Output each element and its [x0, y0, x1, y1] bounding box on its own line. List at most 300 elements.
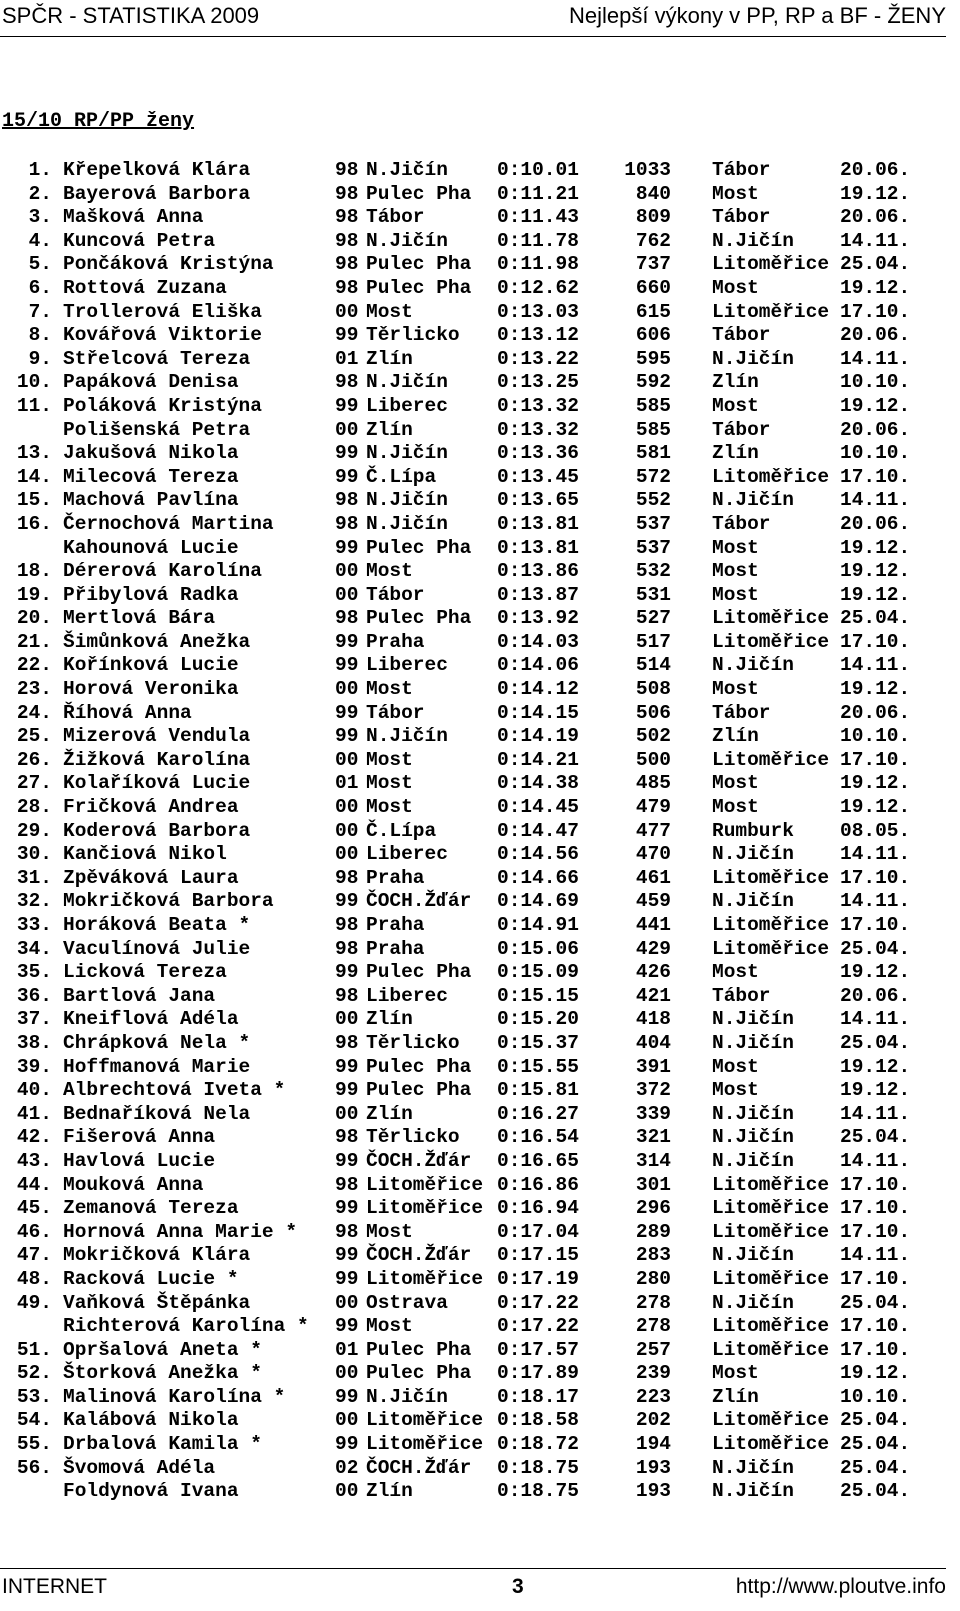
birth-year: 99 [335, 1433, 359, 1456]
result-date: 17.10. [840, 1338, 911, 1361]
result-points: 418 [635, 1008, 671, 1031]
birth-year: 98 [335, 206, 359, 229]
result-rank: 30. [16, 843, 52, 866]
venue: Most [712, 394, 759, 417]
athlete-name: Malinová Karolína * [63, 1385, 286, 1408]
result-date: 14.11. [840, 654, 911, 677]
result-rank: 44. [16, 1173, 52, 1196]
venue: N.Jičín [712, 890, 794, 913]
venue: N.Jičín [712, 1031, 794, 1054]
result-time: 0:14.06 [497, 654, 579, 677]
birth-year: 00 [335, 843, 359, 866]
club-name: Těrlicko [366, 324, 460, 347]
venue: Most [712, 1362, 759, 1385]
result-rank: 33. [16, 914, 52, 936]
venue: Zlín [712, 725, 759, 748]
athlete-name: Horová Veronika [63, 678, 239, 701]
venue: N.Jičín [712, 654, 794, 677]
athlete-name: Trollerová Eliška [63, 300, 262, 323]
athlete-name: Dérerová Karolína [63, 560, 262, 583]
result-row [0, 1221, 946, 1245]
result-date: 19.12. [840, 1079, 911, 1102]
result-time: 0:14.38 [497, 772, 579, 795]
club-name: N.Jičín [366, 512, 448, 535]
birth-year: 98 [335, 512, 359, 535]
result-time: 0:15.06 [497, 937, 579, 960]
result-date: 17.10. [840, 866, 911, 889]
result-rank: 5. [28, 253, 52, 276]
result-time: 0:18.72 [497, 1433, 579, 1456]
club-name: Pulec Pha [366, 182, 472, 205]
athlete-name: Fišerová Anna [63, 1126, 216, 1149]
birth-year: 98 [335, 1173, 359, 1196]
result-rank: 23. [16, 678, 52, 701]
birth-year: 98 [335, 159, 359, 181]
club-name: Zlín [366, 1008, 413, 1031]
result-date: 19.12. [840, 796, 911, 819]
result-row [0, 1362, 946, 1386]
result-time: 0:18.75 [497, 1480, 579, 1503]
venue: Litoměřice [712, 1409, 830, 1432]
birth-year: 99 [335, 1079, 359, 1102]
result-row [0, 395, 946, 419]
club-name: ČOCH.Žďár [366, 1456, 472, 1479]
result-rank: 18. [16, 560, 52, 583]
result-points: 461 [635, 866, 671, 889]
result-date: 20.06. [840, 701, 911, 724]
result-time: 0:13.12 [497, 324, 579, 347]
club-name: Tábor [366, 583, 425, 606]
venue: N.Jičín [712, 843, 794, 866]
athlete-name: Hoffmanová Marie [63, 1055, 251, 1078]
page-footer [0, 1568, 946, 1609]
club-name: N.Jičín [366, 1385, 448, 1408]
athlete-name: Koderová Barbora [63, 819, 251, 842]
athlete-name: Poláková Kristýna [63, 394, 262, 417]
birth-year: 02 [335, 1456, 359, 1479]
result-points: 514 [635, 654, 671, 677]
result-time: 0:13.87 [497, 583, 579, 606]
result-rank: 48. [16, 1267, 52, 1290]
athlete-name: Kolaříková Lucie [63, 772, 251, 795]
birth-year: 99 [335, 1315, 359, 1338]
result-row [0, 1480, 946, 1504]
result-date: 08.05. [840, 819, 911, 842]
result-time: 0:14.66 [497, 866, 579, 889]
club-name: ČOCH.Žďár [366, 1149, 472, 1172]
result-points: 278 [635, 1291, 671, 1314]
venue: Most [712, 583, 759, 606]
result-time: 0:16.86 [497, 1173, 579, 1196]
result-rank: 56. [16, 1456, 52, 1479]
result-rank: 36. [16, 984, 52, 1007]
birth-year: 99 [335, 725, 359, 748]
venue: Litoměřice [712, 748, 830, 771]
result-row [0, 183, 946, 207]
result-rank: 28. [16, 796, 52, 819]
result-rank: 15. [16, 489, 52, 512]
result-points: 508 [635, 678, 671, 701]
venue: Litoměřice [712, 1197, 830, 1220]
birth-year: 98 [335, 1220, 359, 1243]
result-rank: 26. [16, 748, 52, 771]
result-rank: 8. [28, 324, 52, 347]
result-rank: 22. [16, 654, 52, 677]
result-row [0, 607, 946, 631]
result-points: 339 [635, 1102, 671, 1125]
birth-year: 99 [335, 630, 359, 653]
result-rank: 45. [16, 1197, 52, 1220]
birth-year: 98 [335, 914, 359, 936]
result-rank: 41. [16, 1102, 52, 1125]
result-rank: 27. [16, 772, 52, 795]
venue: N.Jičín [712, 347, 794, 370]
athlete-name: Žižková Karolína [63, 748, 251, 771]
result-time: 0:14.15 [497, 701, 579, 724]
club-name: Liberec [366, 843, 448, 866]
club-name: Č.Lípa [366, 465, 437, 488]
club-name: Litoměřice [366, 1433, 484, 1456]
birth-year: 98 [335, 1126, 359, 1149]
athlete-name: Kahounová Lucie [63, 536, 239, 559]
result-date: 19.12. [840, 276, 911, 299]
venue: Litoměřice [712, 630, 830, 653]
result-points: 429 [635, 937, 671, 960]
result-row [0, 1174, 946, 1198]
result-rank: 39. [16, 1055, 52, 1078]
club-name: Pulec Pha [366, 607, 472, 630]
result-points: 737 [635, 253, 671, 276]
result-time: 0:14.19 [497, 725, 579, 748]
birth-year: 98 [335, 866, 359, 889]
birth-year: 00 [335, 819, 359, 842]
venue: Tábor [712, 324, 771, 347]
result-rank: 10. [16, 371, 52, 394]
result-points: 585 [635, 394, 671, 417]
venue: N.Jičín [712, 229, 794, 252]
result-row [0, 961, 946, 985]
athlete-name: Mouková Anna [63, 1173, 204, 1196]
result-rank: 51. [16, 1338, 52, 1361]
result-date: 25.04. [840, 1409, 911, 1432]
result-date: 25.04. [840, 607, 911, 630]
athlete-name: Mašková Anna [63, 206, 204, 229]
venue: N.Jičín [712, 1008, 794, 1031]
athlete-name: Mokričková Klára [63, 1244, 251, 1267]
athlete-name: Mertlová Bára [63, 607, 216, 630]
result-date: 25.04. [840, 1126, 911, 1149]
result-row [0, 1339, 946, 1363]
result-rank: 49. [16, 1291, 52, 1314]
club-name: Pulec Pha [366, 1079, 472, 1102]
birth-year: 00 [335, 796, 359, 819]
footer-url: http://www.ploutve.info [735, 1575, 946, 1598]
result-time: 0:17.19 [497, 1267, 579, 1290]
birth-year: 99 [335, 536, 359, 559]
footer-source: INTERNET [2, 1575, 107, 1598]
athlete-name: Chrápková Nela * [63, 1031, 251, 1054]
result-points: 391 [635, 1055, 671, 1078]
result-row [0, 466, 946, 490]
result-points: 283 [635, 1244, 671, 1267]
result-points: 500 [635, 748, 671, 771]
result-rank: 4. [28, 229, 52, 252]
result-row [0, 537, 946, 561]
club-name: Zlín [366, 418, 413, 441]
club-name: Litoměřice [366, 1173, 484, 1196]
venue: N.Jičín [712, 1126, 794, 1149]
birth-year: 98 [335, 276, 359, 299]
result-row [0, 489, 946, 513]
result-row [0, 324, 946, 348]
athlete-name: Říhová Anna [63, 701, 192, 724]
result-points: 479 [635, 796, 671, 819]
result-date: 14.11. [840, 1102, 911, 1125]
result-time: 0:14.45 [497, 796, 579, 819]
result-time: 0:18.17 [497, 1385, 579, 1408]
venue: Litoměřice [712, 1433, 830, 1456]
club-name: Liberec [366, 654, 448, 677]
result-date: 20.06. [840, 512, 911, 535]
venue: Rumburk [712, 819, 794, 842]
result-time: 0:17.22 [497, 1291, 579, 1314]
result-date: 20.06. [840, 206, 911, 229]
result-points: 517 [635, 630, 671, 653]
birth-year: 00 [335, 560, 359, 583]
venue: N.Jičín [712, 1149, 794, 1172]
venue: Tábor [712, 512, 771, 535]
result-points: 223 [635, 1385, 671, 1408]
venue: Litoměřice [712, 937, 830, 960]
result-row [0, 702, 946, 726]
result-row [0, 513, 946, 537]
birth-year: 98 [335, 229, 359, 252]
result-row [0, 1150, 946, 1174]
result-time: 0:13.32 [497, 418, 579, 441]
result-row [0, 1103, 946, 1127]
result-date: 10.10. [840, 371, 911, 394]
result-date: 19.12. [840, 772, 911, 795]
result-time: 0:13.25 [497, 371, 579, 394]
result-rank: 37. [16, 1008, 52, 1031]
club-name: ČOCH.Žďár [366, 890, 472, 913]
athlete-name: Mokričková Barbora [63, 890, 274, 913]
club-name: Praha [366, 630, 425, 653]
result-date: 17.10. [840, 748, 911, 771]
result-time: 0:14.21 [497, 748, 579, 771]
athlete-name: Kančiová Nikol [63, 843, 227, 866]
result-points: 194 [635, 1433, 671, 1456]
club-name: Praha [366, 866, 425, 889]
club-name: Praha [366, 937, 425, 960]
result-points: 762 [635, 229, 671, 252]
result-points: 485 [635, 772, 671, 795]
birth-year: 99 [335, 394, 359, 417]
birth-year: 01 [335, 347, 359, 370]
result-points: 289 [635, 1220, 671, 1243]
result-date: 19.12. [840, 1055, 911, 1078]
result-date: 19.12. [840, 1362, 911, 1385]
page-number: 3 [512, 1575, 524, 1598]
result-date: 25.04. [840, 937, 911, 960]
venue: Most [712, 961, 759, 984]
result-row [0, 1409, 946, 1433]
result-date: 14.11. [840, 347, 911, 370]
result-points: 321 [635, 1126, 671, 1149]
result-points: 193 [635, 1456, 671, 1479]
result-rank: 47. [16, 1244, 52, 1267]
club-name: Liberec [366, 394, 448, 417]
birth-year: 00 [335, 1102, 359, 1125]
club-name: Most [366, 748, 413, 771]
result-points: 441 [635, 914, 671, 936]
result-time: 0:16.27 [497, 1102, 579, 1125]
result-row [0, 206, 946, 230]
page-header [0, 0, 946, 37]
result-points: 257 [635, 1338, 671, 1361]
birth-year: 99 [335, 1149, 359, 1172]
result-date: 20.06. [840, 984, 911, 1007]
result-rank: 9. [28, 347, 52, 370]
result-date: 14.11. [840, 1244, 911, 1267]
result-row [0, 1008, 946, 1032]
result-date: 19.12. [840, 182, 911, 205]
results-list [0, 159, 946, 1504]
result-row [0, 985, 946, 1009]
venue: Most [712, 796, 759, 819]
club-name: Most [366, 796, 413, 819]
venue: Tábor [712, 984, 771, 1007]
birth-year: 98 [335, 371, 359, 394]
birth-year: 99 [335, 654, 359, 677]
result-rank: 21. [16, 630, 52, 653]
athlete-name: Přibylová Radka [63, 583, 239, 606]
result-row [0, 230, 946, 254]
result-date: 19.12. [840, 560, 911, 583]
result-row [0, 843, 946, 867]
athlete-name: Vaculínová Julie [63, 937, 251, 960]
result-rank: 42. [16, 1126, 52, 1149]
result-date: 25.04. [840, 1433, 911, 1456]
result-row [0, 1457, 946, 1481]
birth-year: 00 [335, 583, 359, 606]
result-row [0, 253, 946, 277]
athlete-name: Polišenská Petra [63, 418, 251, 441]
birth-year: 99 [335, 701, 359, 724]
birth-year: 99 [335, 890, 359, 913]
result-time: 0:16.54 [497, 1126, 579, 1149]
result-points: 477 [635, 819, 671, 842]
result-time: 0:14.91 [497, 914, 579, 936]
result-time: 0:15.55 [497, 1055, 579, 1078]
athlete-name: Fričková Andrea [63, 796, 239, 819]
athlete-name: Opršalová Aneta * [63, 1338, 262, 1361]
result-row [0, 1197, 946, 1221]
club-name: Litoměřice [366, 1197, 484, 1220]
venue: Litoměřice [712, 607, 830, 630]
venue: Litoměřice [712, 1173, 830, 1196]
result-date: 25.04. [840, 1456, 911, 1479]
result-row [0, 749, 946, 773]
venue: Litoměřice [712, 1338, 830, 1361]
athlete-name: Kořínková Lucie [63, 654, 239, 677]
result-points: 660 [635, 276, 671, 299]
result-points: 595 [635, 347, 671, 370]
venue: Litoměřice [712, 1267, 830, 1290]
club-name: Most [366, 772, 413, 795]
result-points: 572 [635, 465, 671, 488]
club-name: Pulec Pha [366, 1338, 472, 1361]
venue: Most [712, 1079, 759, 1102]
athlete-name: Křepelková Klára [63, 159, 251, 181]
club-name: Tábor [366, 206, 425, 229]
result-rank: 55. [16, 1433, 52, 1456]
result-points: 296 [635, 1197, 671, 1220]
result-rank: 25. [16, 725, 52, 748]
athlete-name: Vaňková Štěpánka [63, 1291, 251, 1314]
club-name: Most [366, 1220, 413, 1243]
venue: Tábor [712, 701, 771, 724]
result-row [0, 560, 946, 584]
result-rank: 34. [16, 937, 52, 960]
result-rank: 43. [16, 1149, 52, 1172]
venue: Tábor [712, 159, 771, 181]
athlete-name: Jakušová Nikola [63, 442, 239, 465]
result-date: 10.10. [840, 442, 911, 465]
club-name: N.Jičín [366, 725, 448, 748]
result-time: 0:13.22 [497, 347, 579, 370]
athlete-name: Racková Lucie * [63, 1267, 239, 1290]
result-row [0, 277, 946, 301]
venue: Zlín [712, 371, 759, 394]
result-date: 14.11. [840, 1008, 911, 1031]
birth-year: 99 [335, 1267, 359, 1290]
club-name: N.Jičín [366, 229, 448, 252]
athlete-name: Bartlová Jana [63, 984, 216, 1007]
birth-year: 99 [335, 1385, 359, 1408]
club-name: Těrlicko [366, 1031, 460, 1054]
result-date: 19.12. [840, 536, 911, 559]
header-title: SPČR - STATISTIKA 2009 [2, 3, 260, 28]
result-time: 0:13.92 [497, 607, 579, 630]
result-time: 0:18.58 [497, 1409, 579, 1432]
result-row [0, 1244, 946, 1268]
result-row [0, 820, 946, 844]
result-date: 14.11. [840, 1149, 911, 1172]
club-name: Most [366, 678, 413, 701]
result-row [0, 159, 946, 183]
birth-year: 00 [335, 1362, 359, 1385]
athlete-name: Kneiflová Adéla [63, 1008, 239, 1031]
athlete-name: Albrechtová Iveta * [63, 1079, 286, 1102]
birth-year: 00 [335, 1480, 359, 1503]
result-time: 0:15.37 [497, 1031, 579, 1054]
result-time: 0:17.57 [497, 1338, 579, 1361]
result-row [0, 1433, 946, 1457]
athlete-name: Bayerová Barbora [63, 182, 251, 205]
athlete-name: Richterová Karolína * [63, 1315, 309, 1338]
result-points: 552 [635, 489, 671, 512]
result-time: 0:14.12 [497, 678, 579, 701]
result-row [0, 867, 946, 891]
athlete-name: Papáková Denisa [63, 371, 239, 394]
result-points: 615 [635, 300, 671, 323]
club-name: Most [366, 300, 413, 323]
birth-year: 98 [335, 607, 359, 630]
result-row [0, 1315, 946, 1339]
result-rank: 16. [16, 512, 52, 535]
result-date: 20.06. [840, 418, 911, 441]
